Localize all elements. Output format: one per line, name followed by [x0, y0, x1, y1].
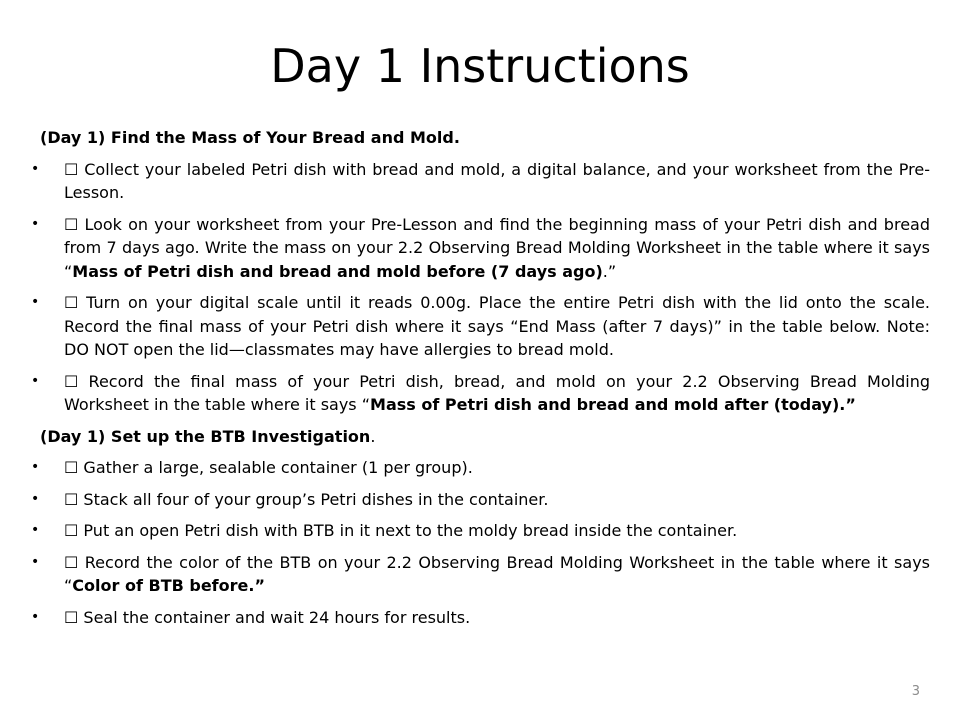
checkbox-icon: ☐: [64, 371, 79, 391]
bullet-dot-icon: •: [31, 294, 40, 310]
bullet-dot-icon: •: [31, 608, 40, 625]
section-heading: [40, 126, 930, 150]
list-item: [31, 291, 930, 362]
item-text: Stack all four of your group’s Petri dishes in the container.: [78, 489, 549, 509]
list-item: [31, 606, 930, 630]
list-item: [31, 519, 930, 543]
section-heading: [40, 425, 930, 449]
list-item: [31, 456, 930, 480]
bullet-dot-icon: •: [31, 490, 40, 507]
checkbox-icon: ☐: [64, 521, 79, 540]
item-text: Record the final mass of your Petri dish, bread, and mold on your 2.2 Observing Bread Molding Worksheet in the table where it says “: [64, 371, 930, 414]
bullet-dot-icon: •: [31, 459, 40, 475]
section-btb-investigation: [31, 425, 930, 630]
list-item: [31, 370, 930, 417]
checkbox-icon: ☐: [64, 293, 79, 312]
item-emphasis: Mass of Petri dish and bread and mold after (today).”: [370, 395, 856, 414]
bullet-dot-icon: •: [31, 372, 40, 389]
section-find-mass: [31, 126, 930, 417]
bullet-dot-icon: •: [31, 522, 40, 538]
item-text: Seal the container and wait 24 hours for results.: [78, 607, 471, 627]
section-heading-text: (Day 1) Find the Mass of Your Bread and Mold.: [40, 128, 460, 147]
section-heading-tail: .: [370, 426, 376, 446]
list-item: [31, 551, 930, 598]
item-text: Collect your labeled Petri dish with bread and mold, a digital balance, and your worksheet from the Pre-Lesson.: [64, 159, 930, 202]
page-number: 3: [911, 684, 920, 699]
item-emphasis: Mass of Petri dish and bread and mold before (7 days ago): [72, 261, 603, 281]
slide-title: Day 1 Instructions: [270, 39, 690, 93]
item-text: Gather a large, sealable container (1 per group).: [78, 458, 473, 477]
checkbox-icon: ☐: [64, 552, 79, 572]
item-suffix: .”: [602, 261, 617, 281]
item-text: Look on your worksheet from your Pre-Lesson and find the beginning mass of your Petri dish and bread from 7 days ago. Write the mass on your 2.2 Observing Bread Molding Worksheet in the table where it says “: [64, 214, 930, 281]
checkbox-icon: ☐: [64, 607, 79, 627]
item-text: Turn on your digital scale until it reads 0.00g. Place the entire Petri dish with the lid onto the scale. Record the final mass of your Petri dish where it says “End Mass (after 7 days)” in the table below. Note: DO NOT open the lid—classmates may have allergies to bread mold.: [64, 293, 930, 359]
item-text: Record the color of the BTB on your 2.2 Observing Bread Molding Worksheet in the table where it says “: [64, 552, 930, 595]
list-item: [31, 158, 930, 205]
bullet-dot-icon: •: [31, 215, 40, 232]
slide-body: [31, 126, 930, 637]
list-item: [31, 213, 930, 284]
bullet-dot-icon: •: [31, 553, 40, 570]
checkbox-icon: ☐: [64, 489, 79, 509]
bullet-dot-icon: •: [31, 160, 40, 177]
checkbox-icon: ☐: [64, 214, 79, 234]
list-item: [31, 488, 930, 512]
bullet-list: [31, 456, 930, 629]
item-emphasis: Color of BTB before.”: [72, 576, 265, 595]
checkbox-icon: ☐: [64, 458, 79, 477]
bullet-list: [31, 158, 930, 417]
item-text: Put an open Petri dish with BTB in it next to the moldy bread inside the container.: [78, 521, 738, 540]
checkbox-icon: ☐: [64, 159, 79, 179]
section-heading-text: (Day 1) Set up the BTB Investigation: [40, 426, 371, 446]
